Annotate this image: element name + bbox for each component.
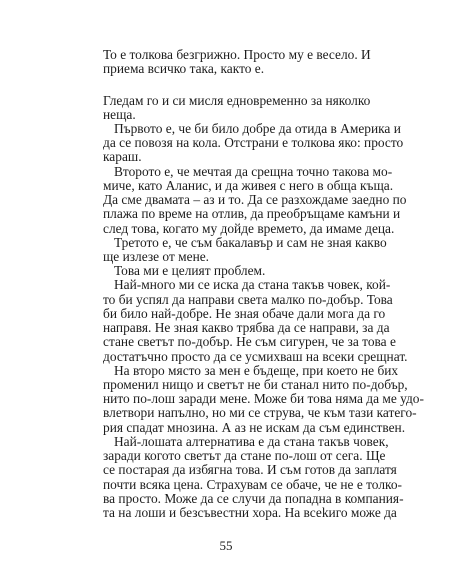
text-line: се постарая да избягна това. И съм готов да заплатя xyxy=(103,462,397,478)
text-line: То е толкова безгрижно. Просто му е весело. И xyxy=(103,47,371,62)
text-line: караш. xyxy=(103,149,142,165)
text-line: променил нищо и светът не би станал нито по-добър, xyxy=(103,377,408,392)
text-line: приема всичко така, както е. xyxy=(103,61,265,77)
text-line: Второто е, че мечтая да срещна точно такова мо- xyxy=(114,163,393,179)
text-line: На второ място за мен е бъдеще, при което не бих xyxy=(114,362,399,378)
text-line: нито по-лош заради мене. Може би това няма да ме удо- xyxy=(103,391,424,407)
text-line: миче, като Аланис, и да живея с него в обща къща. xyxy=(103,177,394,193)
text-line: стане светът по-добър. Не съм сигурен, че за това е xyxy=(103,334,396,350)
text-line: рия спадат мнозина. А аз не искам да съм единствен. xyxy=(103,419,406,435)
text-line: неща. xyxy=(103,106,136,122)
text-line: Гледам го и си мисля едновременно за няколко xyxy=(103,92,371,108)
page-number: 55 xyxy=(219,538,233,553)
text-line: направя. Не зная какво трябва да се направи, за да xyxy=(103,320,390,336)
text-line: след това, когато му дойде времето, да имаме деца. xyxy=(103,220,395,236)
text-line: ва просто. Може да се случи да попадна в компания- xyxy=(103,490,404,506)
text-line: би било най-добре. Не зная обаче дали мога да го xyxy=(103,305,386,321)
text-line: Това ми е целият проблем. xyxy=(114,263,266,279)
text-line: влетвори напълно, но ми се струва, че към тази катего- xyxy=(103,405,417,421)
text-line: Най-лошата алтернатива е да стана такъв човек, xyxy=(114,433,389,449)
text-line: та на лоши и безсъвестни хора. На всеkиго може да xyxy=(103,505,397,520)
text-line: Третото е, че съм бакалавър и сам не зная какво xyxy=(114,234,387,250)
text-line: да се повозя на кола. Отстрани е толкова яко: просто xyxy=(103,135,404,151)
text-line: ще излезе от мене. xyxy=(103,248,210,264)
text-line: почти всяка цена. Страхувам се обаче, че не е толко- xyxy=(103,476,402,492)
text-line: Най-много ми се иска да стана такъв човек, кой- xyxy=(114,277,391,293)
text-line: Да сме двамата – аз и то. Да се разхождаме заедно по xyxy=(103,192,407,207)
text-line: Първото е, че би било добре да отида в Америка и xyxy=(114,120,401,136)
text-line: плажа по време на отлив, да преобръщаме камъни и xyxy=(103,206,401,222)
text-line: достатъчно просто да се усмихваш на всеки срещнат. xyxy=(103,348,408,364)
text-line: то би успял да направи света малко по-добър. Това xyxy=(103,291,393,307)
text-line: заради когото светът да стане по-лош от сега. Ще xyxy=(103,448,386,464)
